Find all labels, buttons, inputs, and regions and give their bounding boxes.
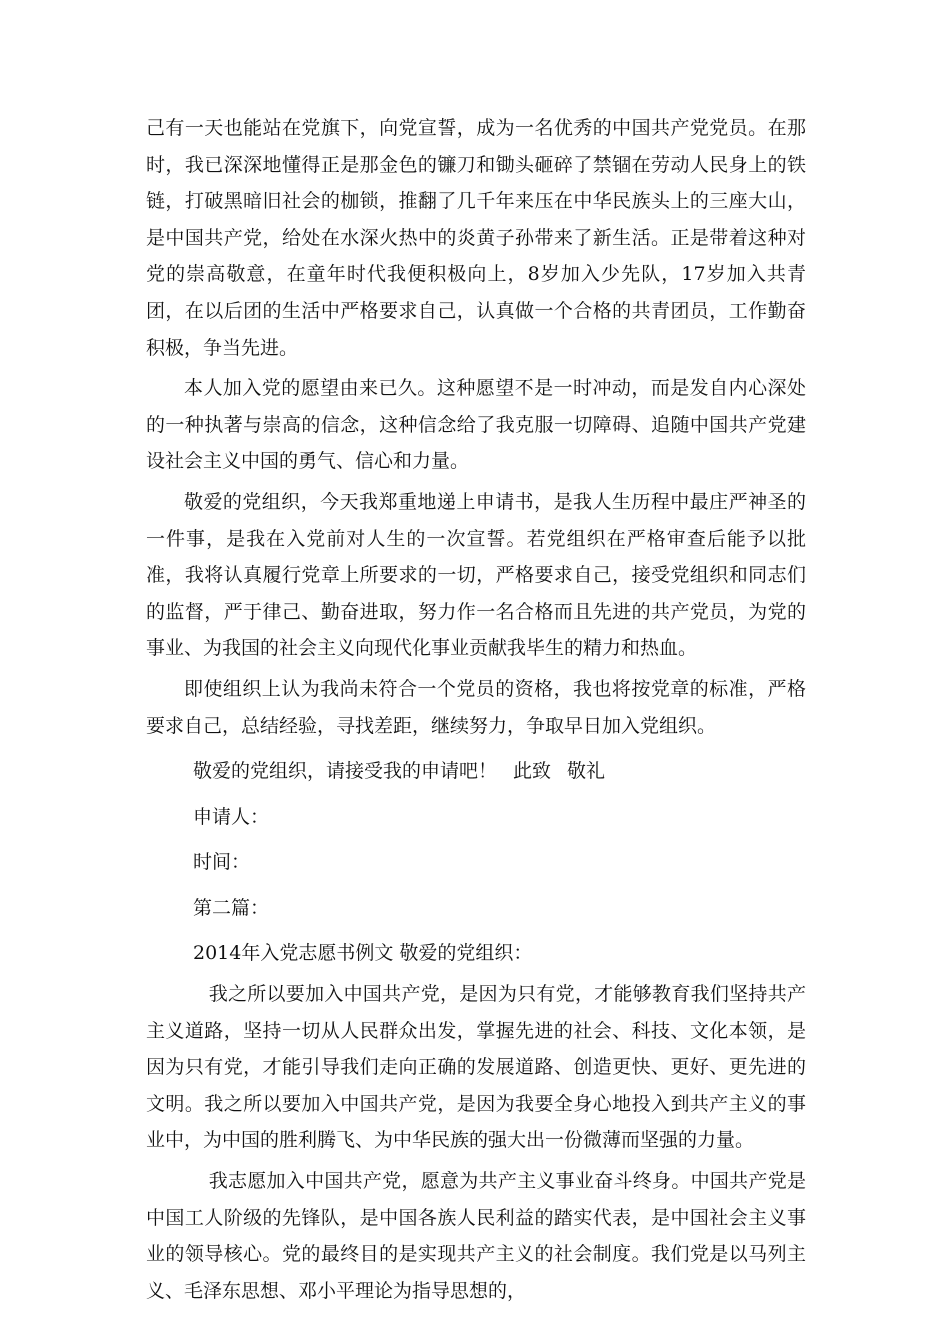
applicant-label: 申请人： — [193, 805, 270, 828]
time-label: 时间： — [193, 851, 251, 874]
closing-request: 敬爱的党组织，请接受我的申请吧！ — [193, 760, 498, 783]
paragraph-1: 己有一天也能站在党旗下，向党宣誓，成为一名优秀的中国共产党党员。在那时，我已深深地懂得正是那金色的镰刀和锄头砸碎了禁锢在劳动人民身上的铁链，打破黑暗旧社会的枷锁，推翻了几千年来压在中华民族头上的三座大山，是中国共产党，给处在水深火热中的炎黄子孙带来了新生活。正是带着这种对党的崇高敬意，在童年时代我便积极向上，8岁加入少先队，17岁加入共青团，在以后团的生活中严格要求自己，认真做一个合格的共青团员，工作勤奋积极，争当先进。 — [146, 117, 806, 359]
closing-line — [146, 753, 806, 790]
paragraph-6: 我志愿加入中国共产党，愿意为共产主义事业奋斗终身。中国共产党是中国工人阶级的先锋队，是中国各族人民利益的踏实代表，是中国社会主义事业的领导核心。党的最终目的是实现共产主义的社会制度。我们党是以马列主义、毛泽东思想、邓小平理论为指导思想的， — [146, 1170, 806, 1302]
document-page — [146, 110, 806, 1309]
closing-cizhi: 此致 — [513, 760, 552, 783]
paragraph-5: 我之所以要加入中国共产党，是因为只有党，才能够教育我们坚持共产主义道路，坚持一切从人民群众出发，掌握先进的社会、科技、文化本领，是因为只有党，才能引导我们走向正确的发展道路、创造更快、更好、更先进的文明。我之所以要加入中国共产党，是因为我要全身心地投入到共产主义的事业中，为中国的胜利腾飞、为中华民族的强大出一份微薄而坚强的力量。 — [146, 983, 806, 1152]
letter-heading: 2014年入党志愿书例文 敬爱的党组织： — [193, 942, 533, 965]
paragraph-3: 敬爱的党组织，今天我郑重地递上申请书，是我人生历程中最庄严神圣的一件事，是我在入党前对人生的一次宣誓。若党组织在严格审查后能予以批准，我将认真履行党章上所要求的一切，严格要求自己，接受党组织和同志们的监督，严于律己、勤奋进取，努力作一名合格而且先进的共产党员，为党的事业、为我国的社会主义向现代化事业贡献我毕生的精力和热血。 — [146, 490, 806, 660]
section-title: 第二篇： — [193, 896, 270, 919]
paragraph-4: 即使组织上认为我尚未符合一个党员的资格，我也将按党章的标准，严格要求自己，总结经验，寻找差距，继续努力，争取早日加入党组织。 — [146, 677, 806, 737]
closing-jingli: 敬礼 — [567, 760, 606, 783]
paragraph-2: 本人加入党的愿望由来已久。这种愿望不是一时冲动，而是发自内心深处的一种执著与崇高的信念，这种信念给了我克服一切障碍、追随中国共产党建设社会主义中国的勇气、信心和力量。 — [146, 377, 806, 473]
